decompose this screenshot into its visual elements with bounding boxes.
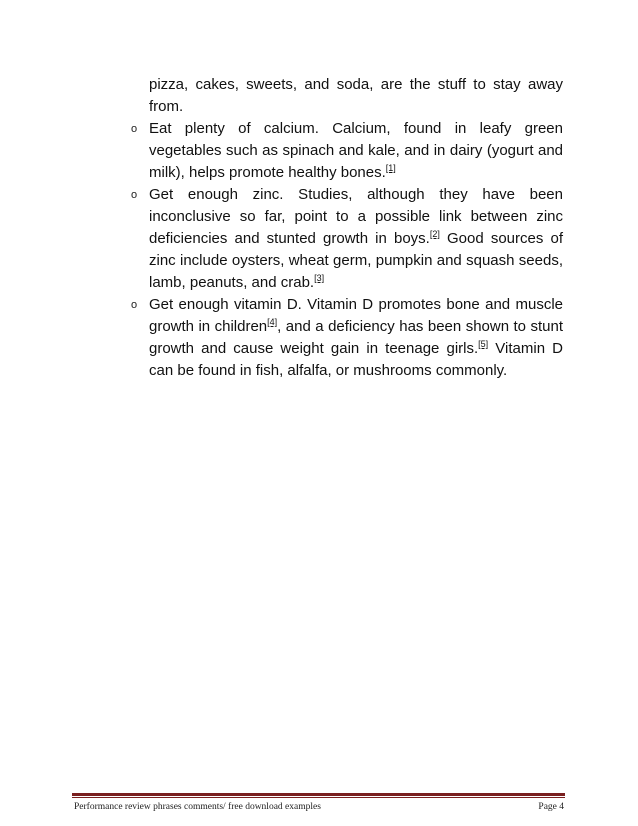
footer-divider	[72, 793, 565, 796]
intro-paragraph: pizza, cakes, sweets, and soda, are the stuff to stay away from.	[149, 76, 563, 115]
footnote-ref-link[interactable]: [2]	[429, 229, 440, 239]
list-item	[131, 294, 563, 382]
page-number: Page 4	[538, 802, 564, 812]
list-item-text: , and a deficiency has been shown to stunt growth and cause weight gain in teenage girls.	[149, 318, 563, 357]
bullet-circle-icon: o	[131, 299, 138, 311]
bullet-circle-icon: o	[131, 123, 138, 135]
list-item-text: Get enough zinc. Studies, although they have been inconclusive so far, point to a possible link between zinc deficiencies and stunted growth in boys.	[149, 186, 563, 247]
bullet-circle-icon: o	[131, 189, 138, 201]
body-content	[131, 74, 563, 382]
footer-title: Performance review phrases comments/ free download examples	[74, 802, 321, 812]
footnote-ref-link[interactable]: [5]	[478, 339, 489, 349]
list-item	[131, 118, 563, 184]
list-item-text: Good sources of zinc include oysters, wheat germ, pumpkin and squash seeds, lamb, peanuts, and crab.	[149, 230, 563, 291]
footnote-ref-link[interactable]: [3]	[314, 273, 325, 283]
list-item	[131, 184, 563, 294]
footnote-ref-link[interactable]: [4]	[267, 317, 278, 327]
list-item-text: Eat plenty of calcium. Calcium, found in leafy green vegetables such as spinach and kale, and in dairy (yogurt and milk), helps promote healthy bones.	[149, 120, 563, 181]
list-item-text: Get enough vitamin D. Vitamin D promotes bone and muscle growth in children	[149, 296, 563, 335]
footer-divider	[72, 797, 565, 798]
footnote-ref-link[interactable]: [1]	[385, 163, 396, 173]
list-item-text: Vitamin D can be found in fish, alfalfa, or mushrooms commonly.	[149, 340, 563, 379]
